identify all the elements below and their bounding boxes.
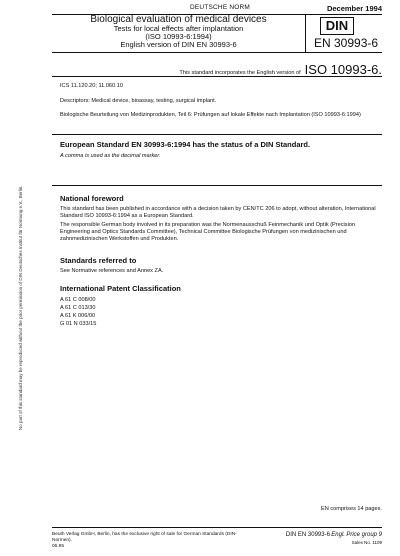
din-identifier <box>306 14 382 52</box>
ics-codes: ICS 11.120.20; 11.060.10 <box>60 83 123 89</box>
english-version-line: English version of DIN EN 30993-6 <box>120 40 237 49</box>
standards-referred-text: See Normative references and Annex ZA. <box>60 268 164 274</box>
standards-referred <box>60 256 382 275</box>
publisher-text: Beuth Verlag GmbH, Berlin, has the exclusive right of sale for German Standards (DIN-Normen). <box>52 532 237 543</box>
foreword-rule <box>52 185 382 186</box>
patent-classification-heading: International Patent Classification <box>60 284 181 293</box>
document-title: Biological evaluation of medical devices <box>90 14 267 25</box>
din-logo: DIN <box>320 17 354 35</box>
title-block <box>52 14 306 52</box>
status-rule <box>52 134 382 135</box>
decimal-marker-note: A comma is used as the decimal marker. <box>60 153 161 159</box>
copyright-side-note <box>18 130 28 430</box>
footer-din-ref: DIN EN 30993-6 <box>285 532 330 538</box>
incorporation-line <box>150 62 382 77</box>
ipc-code: A 61 C 013/30 <box>60 305 96 311</box>
footer-sales-number: Sales No. 1109 <box>351 540 382 545</box>
patent-classification <box>60 284 382 328</box>
header-top-row <box>52 4 382 14</box>
ipc-code: A 61 K 006/00 <box>60 313 96 319</box>
ipc-code: A 61 C 008/00 <box>60 297 96 303</box>
ipc-code: G 01 N 033/15 <box>60 321 97 327</box>
footer-reference <box>286 532 382 546</box>
national-foreword-paragraph: This standard has been published in accordance with a decision taken by CEN/TC 206 to adopt, without alteration, International Standard ISO 10993-6:1994 as a European Standard. <box>60 206 376 219</box>
descriptors: Descriptors: Medical device, bioassay, testing, surgical implant. <box>60 98 217 104</box>
document-type: DEUTSCHE NORM <box>190 4 251 11</box>
status-section <box>60 140 382 160</box>
page-count: EN comprises 14 pages. <box>321 506 382 512</box>
copyright-side-text: No part of this standard may be reproduced without the prior permission of DIN Deutsches Institut für Normung e.V., Berlin. <box>18 185 23 430</box>
publication-date: December 1994 <box>326 4 382 13</box>
incorporation-iso: ISO 10993-6. <box>304 62 382 77</box>
footer-rule <box>52 527 382 528</box>
standards-referred-heading: Standards referred to <box>60 256 137 265</box>
national-foreword <box>60 194 382 245</box>
header-rule-bottom <box>52 52 382 53</box>
national-foreword-paragraph: The responsible German body involved in its preparation was the Normenausschuß Feinmechanik und Optik (Precision Engineering and Optics Standards Committee), Technical Committee Biologische Prüfungen von medizinischen und zahnmedizinischen Werkstoffen und Produkten. <box>60 222 356 242</box>
status-title: European Standard EN 30993-6:1994 has the status of a DIN Standard. <box>60 140 311 149</box>
incorporation-rule <box>52 76 382 77</box>
incorporation-text: This standard incorporates the English version of <box>179 70 301 76</box>
publisher-note <box>52 532 242 550</box>
national-foreword-heading: National foreword <box>60 194 124 203</box>
iso-reference: (ISO 10993-6:1994) <box>145 32 212 41</box>
footer-price-group: Price group 9 <box>346 532 382 538</box>
din-number: EN 30993-6 <box>314 36 379 50</box>
german-title: Biologische Beurteilung von Medizinprodukten, Teil 6: Prüfungen auf lokale Effekte nach Implantation (ISO 10993-6:1994) <box>60 112 361 118</box>
document-subtitle: Tests for local effects after implantation <box>113 24 244 33</box>
footer-language: Engl. <box>331 532 345 538</box>
edition-code: 06.95 <box>52 544 65 549</box>
